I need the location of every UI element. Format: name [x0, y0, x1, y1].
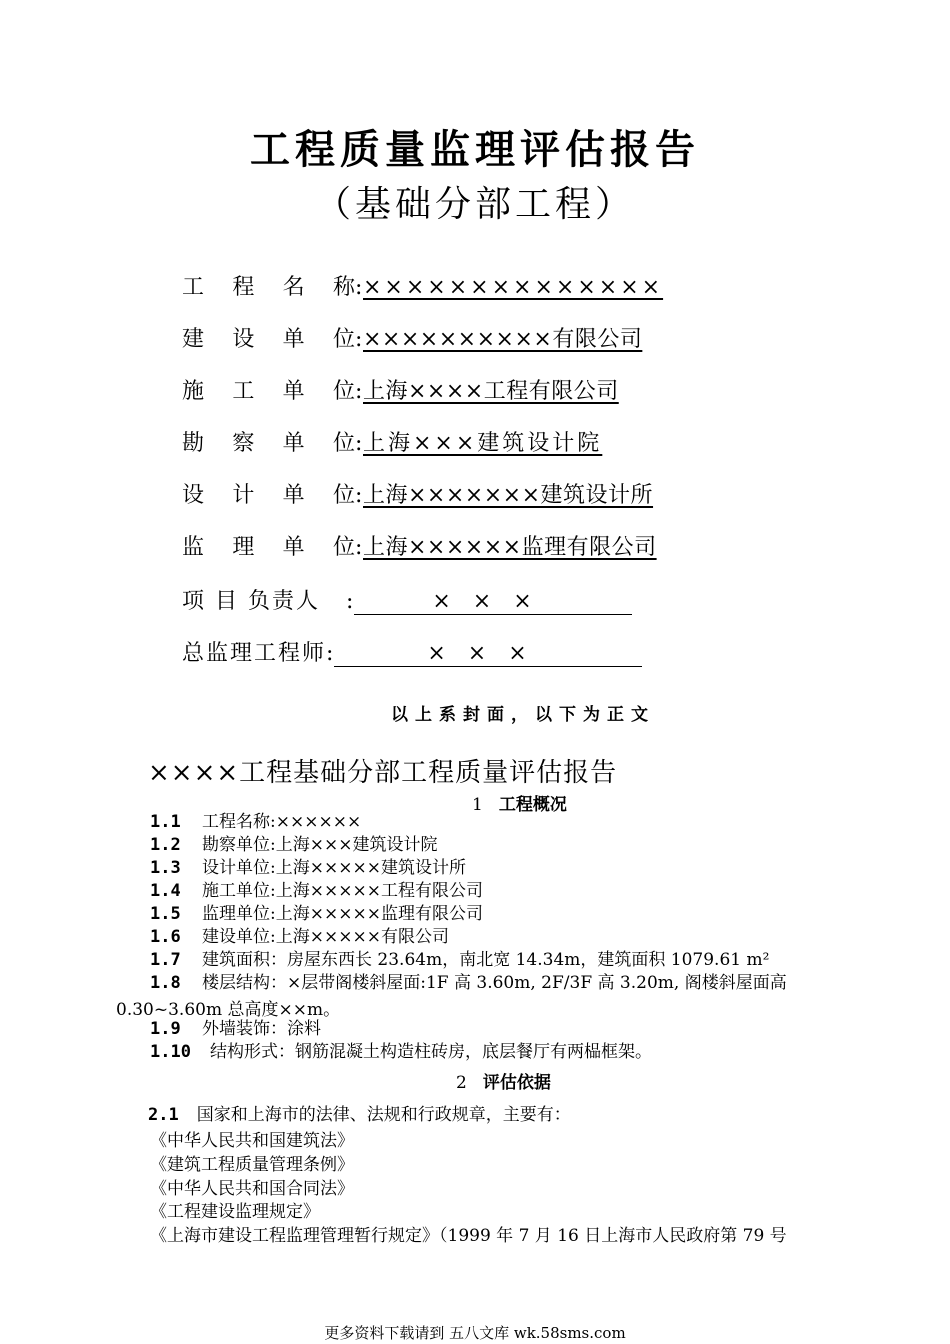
cover-row-client: 建 设 单 位 : ××××××××××有限公司	[182, 324, 642, 356]
law-item: 《中华人民共和国合同法》	[150, 1179, 354, 1199]
list-item: 1.9 外墙装饰：涂料	[150, 1019, 321, 1039]
basis-intro: 2.1 国家和上海市的法律、法规和行政规章，主要有：	[148, 1105, 571, 1125]
section-heading-basis: 2 评估依据	[456, 1073, 551, 1093]
cover-label: 施 工 单 位	[182, 379, 355, 404]
list-item: 1.1 工程名称:××××××	[150, 812, 362, 832]
cover-value: ××××××××××有限公司	[363, 327, 643, 352]
cover-row-contractor: 施 工 单 位 : 上海××××工程有限公司	[182, 376, 619, 408]
cover-value: 上海×××××××建筑设计所	[363, 483, 654, 508]
section-heading-overview: 1 工程概况	[472, 795, 567, 815]
law-item: 《工程建设监理规定》	[150, 1202, 320, 1222]
cover-value: 上海××××工程有限公司	[363, 379, 619, 404]
cover-row-survey: 勘 察 单 位 : 上海×××建筑设计院	[182, 428, 602, 460]
list-item: 1.8 楼层结构：×层带阁楼斜屋面:1F 高 3.60m, 2F/3F 高 3.20m, 阁楼斜屋面高	[150, 973, 787, 993]
law-item: 《建筑工程质量管理条例》	[150, 1155, 354, 1175]
list-item: 1.10 结构形式：钢筋混凝土构造柱砖房，底层餐厅有两榀框架。	[150, 1042, 652, 1062]
report-title: ××××工程基础分部工程质量评估报告	[148, 758, 618, 788]
cover-title: 工程质量监理评估报告	[250, 126, 700, 173]
law-item: 《上海市建设工程监理管理暂行规定》（1999 年 7 月 16 日上海市人民政府第 79 号	[150, 1226, 787, 1246]
cover-value: ××××××××××××××	[363, 275, 664, 300]
list-item: 1.4 施工单位:上海×××××工程有限公司	[150, 881, 483, 901]
cover-row-chief-engineer: 总监理工程师 : ×××	[182, 638, 642, 670]
cover-label: 勘 察 单 位	[182, 431, 355, 456]
cover-row-design: 设 计 单 位 : 上海×××××××建筑设计所	[182, 480, 653, 512]
cover-label: 设 计 单 位	[182, 483, 355, 508]
cover-label: 工 程 名 称	[182, 275, 355, 300]
cover-label: 建 设 单 位	[182, 327, 355, 352]
list-item: 1.7 建筑面积：房屋东西长 23.64m，南北宽 14.34m，建筑面积 1079.61 m²	[150, 950, 770, 970]
cover-value: 上海××××××监理有限公司	[363, 535, 657, 560]
law-item: 《中华人民共和国建筑法》	[150, 1131, 354, 1151]
list-item: 1.3 设计单位:上海×××××建筑设计所	[150, 858, 466, 878]
cover-label: 总监理工程师	[182, 641, 327, 666]
footer-watermark: 更多资料下载请到 五八文库 wk.58sms.com	[324, 1324, 626, 1342]
list-item: 1.5 监理单位:上海×××××监理有限公司	[150, 904, 483, 924]
cover-label: 项 目 负责人	[182, 589, 320, 614]
cover-value: 上海×××建筑设计院	[363, 431, 603, 456]
cover-row-project-name: 工 程 名 称 : ××××××××××××××	[182, 272, 663, 304]
cover-row-project-manager: 项 目 负责人 : ×××	[182, 586, 632, 618]
cover-divider-note: 以上系封面，以下为正文	[391, 705, 655, 725]
cover-label: 监 理 单 位	[182, 535, 355, 560]
signature-blank: ×××	[354, 586, 632, 615]
signature-blank: ×××	[334, 638, 642, 667]
list-item: 1.2 勘察单位:上海×××建筑设计院	[150, 835, 438, 855]
cover-subtitle: （基础分部工程）	[314, 184, 635, 225]
cover-row-supervisor: 监 理 单 位 : 上海××××××监理有限公司	[182, 532, 657, 564]
list-item: 1.6 建设单位:上海×××××有限公司	[150, 927, 449, 947]
list-item-continuation: 0.30~3.60m 总高度××m。	[116, 1000, 341, 1020]
